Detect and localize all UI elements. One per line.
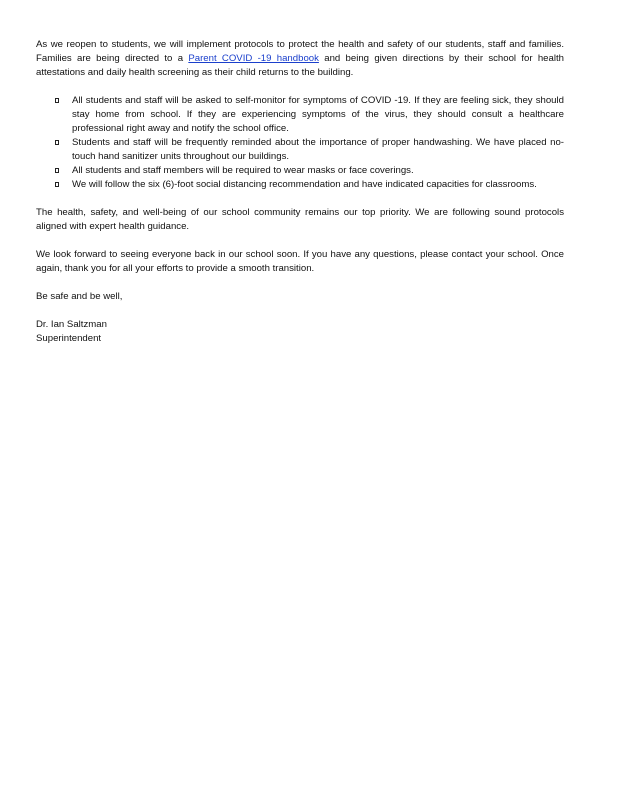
closing-paragraph: We look forward to seeing everyone back in our school soon. If you have any questions, please contact your school. Once again, thank you for all your efforts to provide a smooth transition. — [36, 249, 564, 274]
bullet-box-icon — [55, 140, 59, 145]
bullet-box-icon — [55, 182, 59, 187]
bullet-box-icon — [55, 168, 59, 173]
list-item-text: Students and staff will be frequently reminded about the importance of proper handwashing. We have placed no-touch hand sanitizer units throughout our buildings. — [72, 137, 564, 162]
signature-title: Superintendent — [36, 333, 102, 344]
closing-line: Be safe and be well, — [36, 291, 123, 302]
signature-name: Dr. Ian Saltzman — [36, 319, 107, 330]
list-item — [36, 136, 564, 164]
bullet-box-icon — [55, 98, 59, 103]
handbook-link[interactable]: Parent COVID -19 handbook — [188, 53, 319, 64]
list-item-text: We will follow the six (6)-foot social distancing recommendation and have indicated capacities for classrooms. — [72, 179, 537, 190]
list-item — [36, 94, 564, 136]
intro-text-continued: and being given directions by their school for health attestations and daily health screening as their child returns to the building. — [36, 53, 564, 78]
intro-paragraph — [36, 38, 564, 80]
list-item-text: All students and staff will be asked to self-monitor for symptoms of COVID -19. If they are feeling sick, they should stay home from school. If they are experiencing symptoms of the virus, they should consult a healthcare professional right away and notify the school office. — [72, 95, 564, 134]
intro-text: As we reopen to students, we will implement protocols to protect the health and safety of our students, staff and families. Families are being directed to a — [36, 39, 564, 64]
list-item — [36, 178, 564, 192]
signature-block — [36, 290, 564, 346]
protocol-list — [36, 94, 564, 192]
list-item — [36, 164, 564, 178]
list-item-text: All students and staff members will be required to wear masks or face coverings. — [72, 165, 414, 176]
letter-body — [36, 38, 564, 346]
priority-paragraph: The health, safety, and well-being of our school community remains our top priority. We are following sound protocols aligned with expert health guidance. — [36, 207, 564, 232]
